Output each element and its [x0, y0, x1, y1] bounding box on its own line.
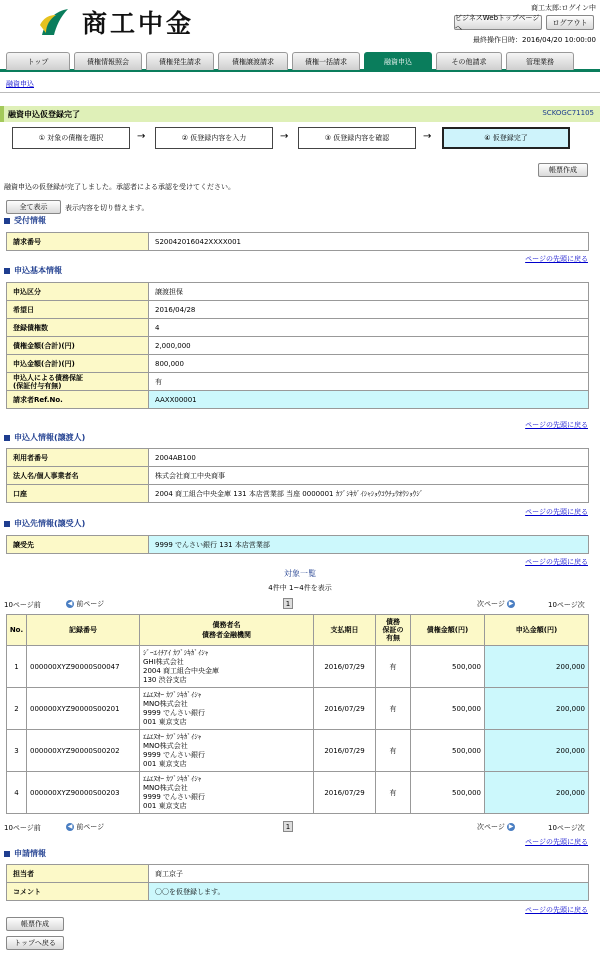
back-to-top-link[interactable]: ページの先頭に戻る — [525, 558, 588, 566]
back-to-top-link[interactable]: ページの先頭に戻る — [525, 838, 588, 846]
debtor-info: ｴﾑｴﾇｵｰ ｶﾌﾞｼｷｶﾞｲｼｬ MNO株式会社 9999 でんさい銀行 001 東京支店 — [140, 688, 314, 730]
credit-amount: 500,000 — [411, 772, 485, 814]
subnav-loan-application-link[interactable]: 融資申込 — [6, 80, 34, 88]
guarantee: 有 — [376, 688, 411, 730]
credit-amount-total: 2,000,000 — [149, 337, 589, 355]
logo-text: 商工中金 — [82, 9, 195, 38]
record-number: 000000XYZ90000S00047 — [27, 646, 140, 688]
table-row — [7, 355, 589, 373]
logout-button[interactable]: ログアウト — [546, 15, 594, 30]
col-application-amount: 申込金額(円) — [485, 615, 589, 646]
credit-amount: 500,000 — [411, 688, 485, 730]
table-row — [7, 467, 589, 485]
application-amount: 200,000 — [485, 772, 589, 814]
credit-amount: 500,000 — [411, 730, 485, 772]
section-heading-destination: 申込先情報(譲受人) — [4, 518, 85, 529]
record-number: 000000XYZ90000S00203 — [27, 772, 140, 814]
table-row — [7, 865, 589, 883]
back-to-top-button[interactable]: トップへ戻る — [6, 936, 64, 950]
step-confirm-details: ③ 仮登録内容を確認 — [298, 127, 416, 149]
field-label: 法人名/個人事業者名 — [7, 467, 149, 485]
field-label: コメント — [7, 883, 149, 901]
row-no: 3 — [7, 730, 27, 772]
col-record-number: 記録番号 — [27, 615, 140, 646]
table-row — [7, 646, 589, 688]
next-page-link[interactable]: 次ページ ▶ — [477, 823, 514, 831]
tab-bulk-request[interactable]: 債権一括請求 — [292, 52, 360, 70]
step-arrow-icon: → — [137, 131, 146, 142]
record-number: 000000XYZ90000S00201 — [27, 688, 140, 730]
desired-date: 2016/04/28 — [149, 301, 589, 319]
table-row — [7, 730, 589, 772]
field-label: 申込金額(合計)(円) — [7, 355, 149, 373]
prev-10-pages-link[interactable]: 10ページ前 — [4, 601, 41, 609]
main-tabs — [0, 50, 600, 72]
page-title-bar — [0, 106, 600, 122]
row-no: 2 — [7, 688, 27, 730]
table-row — [7, 233, 589, 251]
basic-info-table — [6, 282, 589, 409]
application-amount: 200,000 — [485, 688, 589, 730]
section-heading-applicant: 申込人情報(譲渡人) — [4, 432, 85, 443]
col-debtor: 債務者名 債務者金融機関 — [140, 615, 314, 646]
last-operation-time: 最終操作日時：2016/04/20 10:00:00 — [472, 36, 596, 44]
list-title: 対象一覧 — [284, 569, 316, 578]
table-row — [7, 319, 589, 337]
col-no: No. — [7, 615, 27, 646]
debtor-info: ｴﾑｴﾇｵｰ ｶﾌﾞｼｷｶﾞｲｼｬ MNO株式会社 9999 でんさい銀行 001 東京支店 — [140, 730, 314, 772]
tab-credit-inquiry[interactable]: 債権情報照会 — [74, 52, 142, 70]
col-guarantee: 債務 保証の 有無 — [376, 615, 411, 646]
application-type: 譲渡担保 — [149, 283, 589, 301]
guarantee: 有 — [376, 646, 411, 688]
field-label: 譲受先 — [7, 536, 149, 554]
field-label: 請求番号 — [7, 233, 149, 251]
company-name: 株式会社商工中央商事 — [149, 467, 589, 485]
page-number-button[interactable]: 1 — [283, 598, 293, 609]
field-label: 申込人による債務保証 (保証付与有無) — [7, 373, 149, 391]
next-10-pages-link[interactable]: 10ページ次 — [548, 601, 585, 609]
col-due-date: 支払期日 — [314, 615, 376, 646]
table-row — [7, 536, 589, 554]
back-to-top-link[interactable]: ページの先頭に戻る — [525, 255, 588, 263]
prev-arrow-icon: ◀ — [67, 823, 73, 830]
step-arrow-icon: → — [423, 131, 432, 142]
user-status: 商工太郎:ログイン中 — [530, 4, 596, 12]
step-registration-complete: ④ 仮登録完了 — [442, 127, 570, 149]
step-input-details: ② 仮登録内容を入力 — [155, 127, 273, 149]
show-all-button[interactable]: 全て表示 — [6, 200, 61, 214]
application-info-table — [6, 864, 589, 901]
table-header-row — [7, 615, 589, 646]
credit-amount: 500,000 — [411, 646, 485, 688]
section-heading-basic-info: 申込基本情報 — [4, 265, 62, 276]
table-row — [7, 772, 589, 814]
account: 2004 商工組合中央金庫 131 本店営業部 当座 0000001 ｶﾌﾞｼｷｶﾞｲｼｬｼｮｳｺｳﾁｭｳｵｳｼｮｳｼﾞ — [149, 485, 589, 503]
target-credit-table — [6, 614, 589, 814]
table-row — [7, 688, 589, 730]
col-credit-amount: 債権金額(円) — [411, 615, 485, 646]
print-report-button[interactable]: 帳票作成 — [538, 163, 588, 177]
table-row — [7, 373, 589, 391]
due-date: 2016/07/29 — [314, 730, 376, 772]
completion-message: 融資申込の仮登録が完了しました。承認者による承認を受けてください。 — [4, 183, 235, 191]
application-amount: 200,000 — [485, 730, 589, 772]
logo — [38, 5, 228, 39]
list-count: 4件中 1~4件を表示 — [268, 584, 332, 592]
next-page-link[interactable]: 次ページ ▶ — [477, 600, 514, 608]
prev-10-pages-link[interactable]: 10ページ前 — [4, 824, 41, 832]
show-all-hint: 表示内容を切り替えます。 — [65, 204, 149, 212]
sub-navigation — [0, 75, 600, 93]
person-in-charge: 商工京子 — [149, 865, 589, 883]
debtor-info: ｴﾑｴﾇｵｰ ｶﾌﾞｼｷｶﾞｲｼｬ MNO株式会社 9999 でんさい銀行 001 東京支店 — [140, 772, 314, 814]
top-page-button[interactable]: ビジネスWebトップページへ — [454, 15, 542, 30]
step-arrow-icon: → — [280, 131, 289, 142]
page-number-button[interactable]: 1 — [283, 821, 293, 832]
user-number: 2004AB100 — [149, 449, 589, 467]
prev-page-link[interactable]: ◀ 前ページ — [67, 823, 105, 831]
table-row — [7, 485, 589, 503]
comment: 〇〇を仮登録します。 — [149, 883, 589, 901]
tab-other-requests[interactable]: その他請求 — [436, 52, 502, 70]
field-label: 請求者Ref.No. — [7, 391, 149, 409]
print-report-button[interactable]: 帳票作成 — [6, 917, 64, 931]
debtor-info: ｼﾞｰｴｲﾁｱｲ ｶﾌﾞｼｷｶﾞｲｼｬ GHI株式会社 2004 商工組合中央金庫 130 渋谷支店 — [140, 646, 314, 688]
table-row — [7, 883, 589, 901]
field-label: 債権金額(合計)(円) — [7, 337, 149, 355]
table-row — [7, 337, 589, 355]
guarantee: 有 — [376, 730, 411, 772]
registered-credit-count: 4 — [149, 319, 589, 337]
field-label: 口座 — [7, 485, 149, 503]
logo-mark-icon — [38, 5, 72, 39]
back-to-top-link[interactable]: ページの先頭に戻る — [525, 508, 588, 516]
application-amount: 200,000 — [485, 646, 589, 688]
prev-page-link[interactable]: ◀ 前ページ — [67, 600, 105, 608]
step-select-credit: ① 対象の債権を選択 — [12, 127, 130, 149]
table-row — [7, 449, 589, 467]
applicant-table — [6, 448, 589, 503]
tab-credit-issue[interactable]: 債権発生請求 — [146, 52, 214, 70]
field-label: 登録債権数 — [7, 319, 149, 337]
record-number: 000000XYZ90000S00202 — [27, 730, 140, 772]
page-title: 融資申込仮登録完了 — [8, 110, 80, 119]
screen-id: SCKOGC71105 — [542, 109, 594, 117]
next-arrow-icon: ▶ — [508, 823, 514, 830]
tab-management[interactable]: 管理業務 — [506, 52, 574, 70]
row-no: 1 — [7, 646, 27, 688]
table-row — [7, 301, 589, 319]
guarantee: 有 — [376, 772, 411, 814]
field-label: 申込区分 — [7, 283, 149, 301]
transferee: 9999 でんさい銀行 131 本店営業部 — [149, 536, 589, 554]
field-label: 利用者番号 — [7, 449, 149, 467]
table-row — [7, 391, 589, 409]
table-row — [7, 283, 589, 301]
due-date: 2016/07/29 — [314, 772, 376, 814]
receipt-table — [6, 232, 589, 251]
tab-credit-transfer[interactable]: 債権譲渡請求 — [218, 52, 288, 70]
back-to-top-link[interactable]: ページの先頭に戻る — [525, 421, 588, 429]
field-label: 希望日 — [7, 301, 149, 319]
back-to-top-link[interactable]: ページの先頭に戻る — [525, 906, 588, 914]
due-date: 2016/07/29 — [314, 688, 376, 730]
row-no: 4 — [7, 772, 27, 814]
application-amount-total: 800,000 — [149, 355, 589, 373]
due-date: 2016/07/29 — [314, 646, 376, 688]
next-arrow-icon: ▶ — [508, 600, 514, 607]
next-10-pages-link[interactable]: 10ページ次 — [548, 824, 585, 832]
claim-number: S20042016042XXXX001 — [149, 233, 589, 251]
section-heading-application-info: 申請情報 — [4, 848, 46, 859]
debt-guarantee: 有 — [149, 373, 589, 391]
section-heading-receipt: 受付情報 — [4, 215, 46, 226]
header — [0, 0, 600, 48]
tab-top[interactable]: トップ — [6, 52, 70, 70]
requester-ref-no: AAXX00001 — [149, 391, 589, 409]
field-label: 担当者 — [7, 865, 149, 883]
tab-loan-application[interactable]: 融資申込 — [364, 52, 432, 70]
destination-table — [6, 535, 589, 554]
prev-arrow-icon: ◀ — [67, 600, 73, 607]
